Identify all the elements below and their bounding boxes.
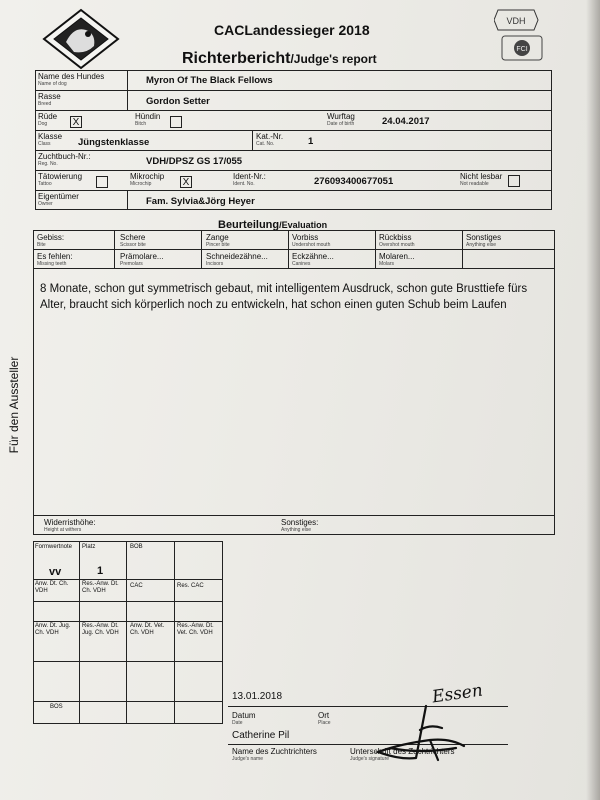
club-logo — [42, 8, 120, 70]
missing-teeth-label: Es fehlen: Missing teeth — [37, 252, 73, 267]
report-title — [182, 50, 377, 68]
evaluation-heading: Beurteilung/Evaluation — [218, 219, 328, 231]
canines-label: Eckzähne... Canines — [292, 252, 334, 267]
other2-label: Sonstiges: Anything else — [281, 518, 319, 533]
report-title-main: Richterbericht — [182, 50, 291, 67]
date-label: Datum Date — [232, 711, 256, 726]
tattoo-label: Tätowierung Tattoo — [38, 172, 83, 187]
breed: Gordon Setter — [146, 96, 210, 107]
studbook-number: VDH/DPSZ GS 17/055 — [146, 156, 243, 167]
class-label: Klasse Class — [38, 132, 63, 147]
class: Jüngstenklasse — [78, 137, 150, 148]
page-edge-shadow — [586, 0, 600, 800]
molars-label: Molaren... Molars — [379, 252, 415, 267]
judge-signature — [360, 700, 480, 770]
bos-label: BOS — [50, 704, 63, 710]
vdh-logo — [494, 6, 540, 34]
breed-label: Rasse Breed — [38, 92, 61, 107]
judge-date: 13.01.2018 — [232, 691, 283, 702]
res-anw-jug-label: Res.-Anw. Dt. Jug. Ch. VDH — [82, 623, 119, 636]
height-label: Widerristhöhe: Height at withers — [44, 518, 96, 533]
owner-label: Eigentümer Owner — [38, 192, 79, 207]
owner: Fam. Sylvia&Jörg Heyer — [146, 196, 255, 207]
chip-label: Mikrochip Microchip — [130, 172, 165, 187]
judge-name-label: Name des Zuchtrichters Judge's name — [232, 747, 317, 762]
anw-jug-label: Anw. Dt. Jug. Ch. VDH — [35, 623, 71, 636]
res-anw-vet-label: Res.-Anw. Dt. Vet. Ch. VDH — [177, 623, 214, 636]
fci-logo — [500, 34, 544, 62]
ident-label: Ident-Nr.: Ident. No. — [233, 172, 266, 187]
female-label: Hündin Bitch — [135, 112, 161, 127]
exhibitor-side-label: Für den Aussteller — [7, 356, 21, 454]
dog-name-label: Name des Hundes Name of dog — [38, 72, 105, 87]
bob-label: BOB — [130, 544, 143, 550]
place-label: Ort Place — [318, 711, 331, 726]
male-label: Rüde Dog — [38, 112, 58, 127]
platz-value: 1 — [97, 565, 104, 577]
unreadable-label: Nicht lesbar Not readable — [460, 172, 503, 187]
unreadable-checkbox[interactable] — [508, 175, 520, 187]
formwert-label: Formwertnote — [35, 544, 73, 550]
pincer-label: Zange Pincer bite — [206, 233, 230, 248]
res-anw-vdh-label: Res.-Anw. Dt. Ch. VDH — [82, 581, 119, 594]
anw-vdh-label: Anw. Dt. Ch. VDH — [35, 581, 69, 594]
dob-label: Wurftag Date of birth — [327, 112, 355, 127]
scissor-label: Schere Scissor bite — [120, 233, 146, 248]
judge-place: Essen — [430, 680, 485, 708]
studbook-label: Zuchtbuch-Nr.: Reg. No. — [38, 152, 91, 167]
vdh-logo-text: VDH — [506, 16, 526, 26]
judge-name: Catherine Pil — [232, 730, 290, 741]
tattoo-checkbox[interactable] — [96, 176, 108, 188]
catalog-number: 1 — [308, 136, 314, 147]
date-of-birth: 24.04.2017 — [382, 116, 430, 127]
other-label: Sonstiges Anything else — [466, 233, 502, 248]
female-checkbox[interactable] — [170, 116, 182, 128]
premolars-label: Prämolare... Premolars — [120, 252, 164, 267]
show-title: CACLandessieger 2018 — [214, 22, 370, 38]
overshot-label: Rückbiss Overshot mouth — [379, 233, 415, 248]
report-title-en: /Judge's report — [290, 52, 377, 66]
fci-logo-text: FCI — [516, 46, 528, 53]
evaluation-box — [33, 230, 555, 535]
platz-label: Platz — [82, 544, 96, 550]
evaluation-text: 8 Monate, schon gut symmetrisch gebaut, mit intelligentem Ausdruck, schon gute Brusttiefe fürs Alter, braucht sich körperlich noch zu entwickeln, hat schon einen guten Schub beim Laufen — [40, 283, 528, 311]
cac-label: CAC — [130, 583, 143, 589]
formwert-value: vv — [49, 566, 62, 578]
male-checkbox[interactable]: X — [70, 116, 82, 128]
incisors-label: Schneidezähne... Incisors — [206, 252, 268, 267]
undershot-label: Vorbiss Undershot mouth — [292, 233, 331, 248]
anw-vet-label: Anw. Dt. Vet. Ch. VDH — [130, 623, 165, 636]
bite-label: Gebiss: Bite — [37, 233, 65, 248]
ident-number: 276093400677051 — [314, 176, 394, 187]
judge-signature-label: Unterschrift des Zuchtrichters Judge's signature — [350, 747, 455, 762]
res-cac-label: Res. CAC — [177, 583, 204, 589]
dog-name: Myron Of The Black Fellows — [146, 75, 273, 86]
catno-label: Kat.-Nr. Cat. No. — [256, 132, 284, 147]
chip-checkbox[interactable]: X — [180, 176, 192, 188]
